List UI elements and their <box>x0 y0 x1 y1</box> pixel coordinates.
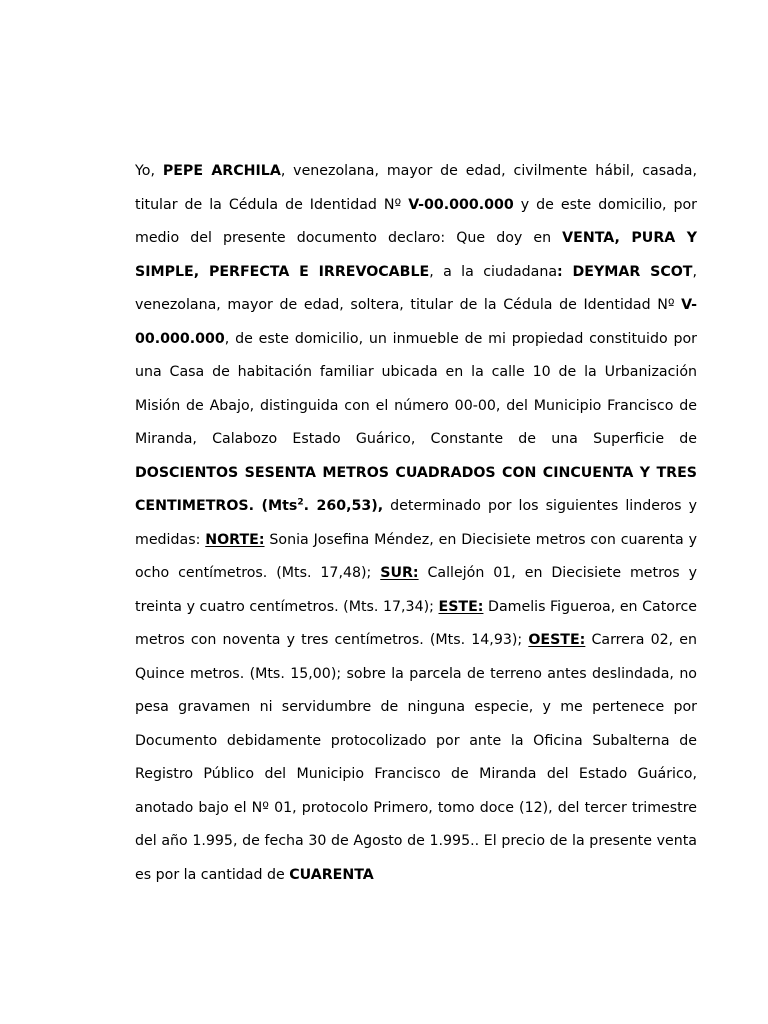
sale-type: VENTA, PURA Y SIMPLE, PERFECTA E IRREVOCABLE <box>135 230 697 280</box>
surface-area-text: DOSCIENTOS SESENTA METROS CUADRADOS CON CINCUENTA Y TRES CENTIMETROS. (Mts <box>135 464 697 514</box>
text-run: , venezolana, mayor de edad, soltera, titular de la Cédula de Identidad Nº <box>135 263 697 313</box>
sale-deed-paragraph <box>135 155 697 892</box>
text-run: y de este domicilio, por medio del presente documento declaro: Que doy en <box>135 196 698 246</box>
surface-area-value: . 260,53), <box>303 498 384 514</box>
boundary-east-label: ESTE: <box>438 598 484 615</box>
text-run: , a la ciudadana <box>429 263 558 280</box>
price-amount-start: CUARENTA <box>289 866 374 883</box>
boundary-west-text: Carrera 02, en Quince metros. (Mts. 15,00); sobre la parcela de terreno antes deslindada, no pesa gravamen ni servidumbre de ninguna especie, y me pertenece por Documento debidamente protocolizado por ante la Oficina Subalterna de Registro Público del Municipio Francisco de Miranda del Estado Guárico, anotado bajo el Nº 01, protocolo Primero, tomo doce (12), del tercer trimestre del año 1.995, de fecha 30 de Agosto de 1.995.. El precio de la presente venta es por la cantidad de <box>135 632 697 883</box>
buyer-name: : DEYMAR SCOT <box>557 263 693 280</box>
text-run: , de este domicilio, un inmueble de mi propiedad constituido por una Casa de habitación familiar ubicada en la calle 10 de la Urbanización Misión de Abajo, distinguida con el número 00-00, del Municipio Francisco de Miranda, Calabozo Estado Guárico, Constante de una Superficie de <box>135 330 697 447</box>
text-run: determinado por los siguientes linderos y medidas: <box>135 498 697 548</box>
buyer-id-number: V-00.000.000 <box>135 297 697 347</box>
text-run: Yo, <box>135 163 163 179</box>
boundary-east-text: Damelis Figueroa, en Catorce metros con noventa y tres centímetros. (Mts. 14,93); <box>135 598 697 648</box>
boundary-west-label: OESTE: <box>528 632 586 648</box>
boundary-north-label: NORTE: <box>205 531 265 548</box>
seller-id-number: V-00.000.000 <box>408 196 514 213</box>
boundary-south-label: SUR: <box>380 565 419 581</box>
boundary-north-text: Sonia Josefina Méndez, en Diecisiete metros con cuarenta y ocho centímetros. (Mts. 17,48); <box>135 531 697 581</box>
seller-name: PEPE ARCHILA <box>162 163 281 179</box>
boundary-south-text: Callejón 01, en Diecisiete metros y treinta y cuatro centímetros. (Mts. 17,34); <box>135 565 697 615</box>
text-run: , venezolana, mayor de edad, civilmente hábil, casada, titular de la Cédula de Identidad Nº <box>135 163 698 213</box>
squared-superscript: 2 <box>297 497 304 508</box>
